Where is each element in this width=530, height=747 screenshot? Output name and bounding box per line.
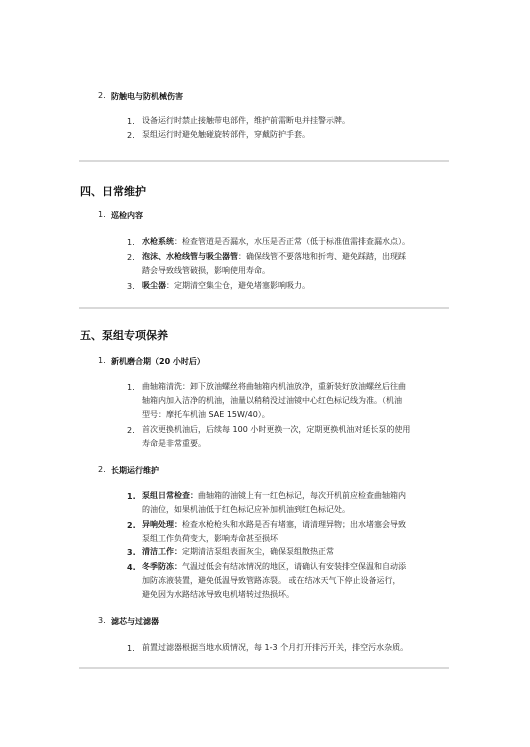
item-label: 异响处理： [142, 520, 182, 529]
list-item-number: 2. [127, 521, 136, 530]
subsection-number: 1. [98, 356, 106, 365]
subsection-number: 2. [98, 91, 106, 100]
item-text-continued: 踏会导致线管破损，影响使用寿命。 [142, 266, 270, 275]
list-item-text: 轴箱内加入洁净的机油，油量以稍稍没过油镜中心红色标记线为准。（机油 [142, 396, 402, 405]
section-heading: 四、日常维护 [80, 185, 146, 198]
item-text-continued: 加防冻液装置，避免低温导致管路冻裂。 或在结冰天气下停止设备运行， [142, 576, 401, 585]
item-text-continued: 泵组工作负荷变大，影响寿命甚至损坏 [142, 534, 278, 543]
list-item [142, 560, 406, 574]
list-item [142, 545, 334, 559]
item-separator: ： [166, 281, 174, 290]
item-label: 清洁工作： [142, 547, 182, 556]
item-label: 冬季防冻： [142, 562, 182, 571]
list-item [142, 279, 310, 293]
subsection-title: 新机磨合期（20 小时后） [111, 357, 205, 366]
list-item-number: 3. [127, 548, 136, 557]
item-text: 检查水枪枪头和水路是否有堵塞，请清理异物；出水堵塞会导致 [182, 520, 406, 529]
list-item-text: 首次更换机油后，后续每 100 小时更换一次，定期更换机油对延长泵的使用 [142, 425, 411, 434]
item-separator: ： [238, 252, 246, 261]
list-item-number: 2. [127, 253, 135, 262]
section-heading: 五、泵组专项保养 [80, 329, 168, 342]
item-label: 泵组日常检查： [142, 491, 198, 500]
list-item [142, 518, 406, 532]
item-separator: ： [174, 237, 182, 246]
list-item-number: 1. [127, 492, 136, 501]
subsection-number: 3. [98, 616, 106, 625]
item-text: 曲轴箱的油镜上有一红色标记，每次开机前应检查曲轴箱内 [198, 491, 406, 500]
item-text: 检查管道是否漏水，水压是否正常（低于标准值需排查漏水点）。 [182, 237, 410, 246]
subsection-number: 2. [98, 465, 106, 474]
item-label: 泡沫、水枪线管与吸尘器管 [142, 252, 238, 261]
section-divider [79, 667, 449, 669]
item-text: 定期清洁泵组表面灰尘，确保泵组散热正常 [182, 547, 334, 556]
list-item-text: 设备运行时禁止接触带电部件，维护前需断电并挂警示牌。 [142, 116, 350, 125]
item-text-continued: 的油位，如果机油低于红色标记应补加机油到红色标记处。 [142, 505, 350, 514]
item-text-continued: 避免因为水路结冰导致电机堵转过热损坏。 [142, 590, 294, 599]
subsection-title: 长期运行维护 [111, 466, 159, 475]
list-item [142, 235, 410, 249]
subsection-title: 巡检内容 [111, 211, 143, 220]
list-item-number: 3. [127, 282, 135, 291]
list-item-number: 1. [127, 238, 135, 247]
list-item-number: 1. [127, 644, 135, 653]
subsection-title: 滤芯与过滤器 [111, 617, 159, 626]
list-item-number: 4. [127, 563, 136, 572]
list-item-text: 前置过滤器根据当地水质情况，每 1-3 个月打开排污开关，排空污水杂质。 [142, 643, 409, 652]
list-item-number: 2. [127, 131, 135, 140]
section-divider [79, 160, 449, 162]
list-item-number: 2. [127, 426, 135, 435]
section-divider [79, 307, 449, 309]
subsection-title: 防触电与防机械伤害 [111, 92, 183, 101]
item-text: 定期清空集尘仓，避免堵塞影响吸力。 [174, 281, 310, 290]
list-item-number: 1. [127, 383, 135, 392]
list-item [142, 489, 406, 503]
subsection-number: 1. [98, 210, 106, 219]
list-item-text: 曲轴箱清洗：卸下放油螺丝将曲轴箱内机油放净，重新装好放油螺丝后往曲 [142, 382, 406, 391]
item-text: 气温过低会有结冰情况的地区，请确认有安装排空保温和自动添 [182, 562, 406, 571]
item-label: 水枪系统 [142, 237, 174, 246]
item-text: 确保线管不要落地和折弯、避免踩踏，出现踩 [246, 252, 406, 261]
list-item [142, 250, 406, 264]
item-label: 吸尘器 [142, 281, 166, 290]
list-item-number: 1. [127, 117, 135, 126]
list-item-text: 泵组运行时避免触碰旋转部件，穿戴防护手套。 [142, 130, 310, 139]
list-item-text: 寿命是非常重要。 [142, 439, 206, 448]
list-item-text: 型号：摩托车机油 SAE 15W/40）。 [142, 410, 270, 419]
